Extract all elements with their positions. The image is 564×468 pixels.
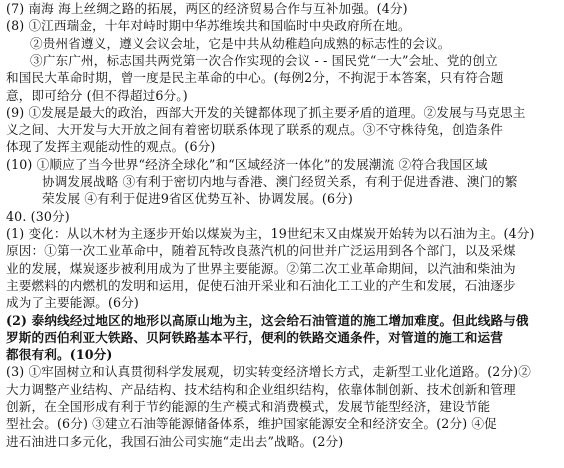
answer-40-2-line-3: 都很有利。(10分) [6,347,113,363]
answer-9-line-1: (9) ①发展是最大的政治，西部大开发的关键都体现了抓主要矛盾的道理。②发展与马克思主 [6,104,526,120]
answer-40-1-line-1: (1) 变化：从以木材为主逐步开始以煤炭为主，19世纪末又由煤炭开始转为以石油为主。(4分) [6,226,535,241]
answer-40-3-line-2: 大力调整产业结构、产品结构、技术结构和企业组织结构，依靠体制创新、技术创新和管理 [6,381,516,397]
answer-40-1-line-2: 原因：①第一次工业革命中，随着瓦特改良蒸汽机的问世并广泛运用到各个部门，以及采煤 [6,243,516,259]
answer-8-line-5: 意，即可给分 (但不得超过6分。) [6,87,188,103]
answer-7-line: (7) 南海 海上丝绸之路的拓展，两区的经济贸易合作与互补加强。(4分) [6,1,408,16]
answer-10-line-1: (10) ①顺应了当今世界“经济全球化”和“区域经济一体化”的发展潮流 ②符合我国区域 [6,156,488,172]
answer-9-line-3: 体现了发挥主观能动性的观点。(6分) [6,139,216,155]
answer-8-line-4: 和国民大革命时期，曾一度是民主革命的中心。(每例2分，不拘泥于本答案，只有符合题 [6,70,504,86]
answer-9-line-2: 义之间、大开发与大开放之间有着密切联系体现了联系的观点。③不守株待兔，创造条件 [6,122,504,138]
answer-40-2-line-1: (2) 泰纳线经过地区的地形以高原山地为主，这会给石油管道的施工增加难度。但此线路与俄 [6,312,529,328]
answer-8-line-3: ③广东广州，标志国共两党第一次合作实现的会议 - - 国民党“一大”会址、党的创立 [30,52,498,68]
answer-40-1-line-4: 主要燃料的内燃机的发明和运用，促使石油开采业和石油化工工业的产生和发展，石油逐步 [6,277,516,293]
answer-40-1-line-5: 成为了主要能源。(6分) [6,295,139,311]
answer-40-1-line-3: 业的发展，煤炭逐步被利用成为了世界主要能源。②第二次工业革命期间，以汽油和柴油为 [6,260,516,276]
answer-40-3-line-3: 创新，在全国形成有利于节约能源的生产模式和消费模式，发展节能型经济，建设节能 [6,399,491,415]
answer-40-3-line-4: 型社会。(6分) ③建立石油等能源储备体系，维护国家能源安全和经济安全。(2分) ④促 [6,416,497,432]
answer-10-line-3: 荣发展 ④有利于促进9省区优势互补、协调发展。(6分) [42,191,353,207]
answer-40-2-line-2: 罗斯的西伯利亚大铁路、贝阿铁路基本平行，便利的铁路交通条件，对管道的施工和运营 [6,329,504,345]
answer-40-3-line-1: (3) ①牢固树立和认真贯彻科学发展观，切实转变经济增长方式，走新型工业化道路。(2分)② [6,364,531,380]
answer-8-line-2: ②贵州省遵义，遵义会议会址，它是中共从幼稚趋向成熟的标志性的会议。 [30,35,451,51]
question-40-header: 40. (30分) [6,208,70,224]
answer-40-3-line-5: 进石油进口多元化，我国石油公司实施“走出去”战略。(2分) [6,433,344,449]
answer-8-line-1: (8) ①江西瑞金，十年对峙时期中华苏维埃共和国临时中央政府所在地。 [6,18,411,34]
answer-10-line-2: 协调发展战略 ③有利于密切内地与香港、澳门经贸关系，有利于促进香港、澳门的繁 [42,174,518,190]
